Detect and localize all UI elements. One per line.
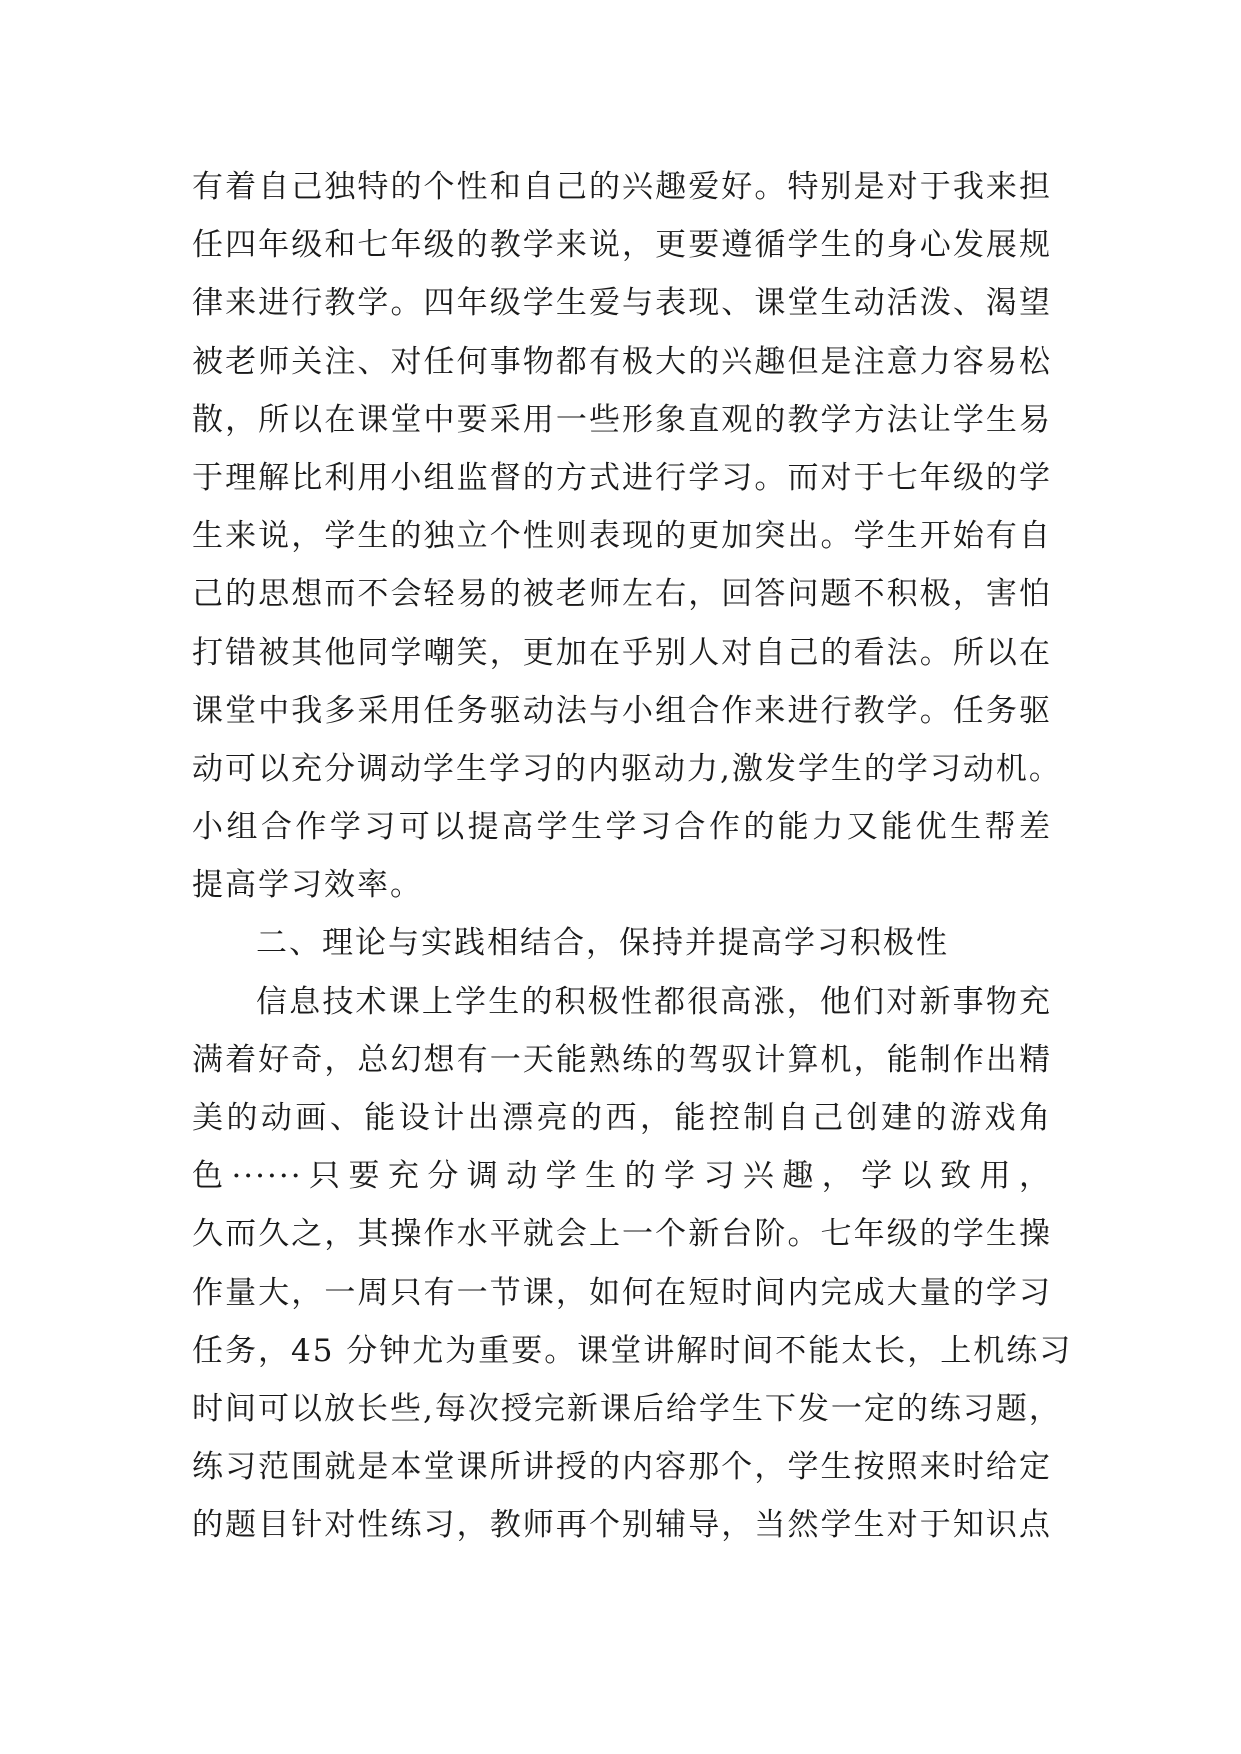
text-line: 被老师关注、对任何事物都有极大的兴趣但是注意力容易松 xyxy=(192,343,1052,380)
body-text xyxy=(192,158,1073,1555)
text-line: 色······只要充分调动学生的学习兴趣，学以致用， xyxy=(192,1158,1052,1195)
text-line: 小组合作学习可以提高学生学习合作的能力又能优生帮差 xyxy=(192,809,1052,846)
text-line: 的题目针对性练习，教师再个别辅导，当然学生对于知识点 xyxy=(192,1507,1052,1544)
text-line: 任务，45 分钟尤为重要。课堂讲解时间不能太长，上机练习 xyxy=(192,1332,1073,1369)
text-line: 提高学习效率。 xyxy=(192,867,423,904)
text-line: 散，所以在课堂中要采用一些形象直观的教学方法让学生易 xyxy=(192,401,1052,438)
text-line: 生来说，学生的独立个性则表现的更加突出。学生开始有自 xyxy=(192,518,1052,555)
text-line: 满着好奇，总幻想有一天能熟练的驾驭计算机，能制作出精 xyxy=(192,1041,1052,1078)
text-line: 信息技术课上学生的积极性都很高涨，他们对新事物充 xyxy=(256,983,1052,1020)
text-line: 有着自己独特的个性和自己的兴趣爱好。特别是对于我来担 xyxy=(192,169,1052,205)
text-line: 练习范围就是本堂课所讲授的内容那个，学生按照来时给定 xyxy=(192,1449,1052,1486)
text-line: 己的思想而不会轻易的被老师左右，回答问题不积极，害怕 xyxy=(192,576,1052,613)
text-line: 久而久之，其操作水平就会上一个新台阶。七年级的学生操 xyxy=(192,1216,1052,1253)
text-line: 于理解比利用小组监督的方式进行学习。而对于七年级的学 xyxy=(192,459,1052,496)
text-line: 任四年级和七年级的教学来说，更要遵循学生的身心发展规 xyxy=(192,227,1052,264)
text-line: 美的动画、能设计出漂亮的西，能控制自己创建的游戏角 xyxy=(192,1100,1052,1136)
text-line: 动可以充分调动学生学习的内驱动力,激发学生的学习动机。 xyxy=(192,750,1062,787)
text-line: 律来进行教学。四年级学生爱与表现、课堂生动活泼、渴望 xyxy=(192,285,1052,322)
text-line: 作量大，一周只有一节课，如何在短时间内完成大量的学习 xyxy=(192,1274,1052,1311)
text-line: 课堂中我多采用任务驱动法与小组合作来进行教学。任务驱 xyxy=(192,692,1052,729)
section-heading: 二、理论与实践相结合，保持并提高学习积极性 xyxy=(256,925,949,962)
text-line: 打错被其他同学嘲笑，更加在乎别人对自己的看法。所以在 xyxy=(192,634,1052,671)
text-line: 时间可以放长些,每次授完新课后给学生下发一定的练习题， xyxy=(192,1390,1062,1427)
